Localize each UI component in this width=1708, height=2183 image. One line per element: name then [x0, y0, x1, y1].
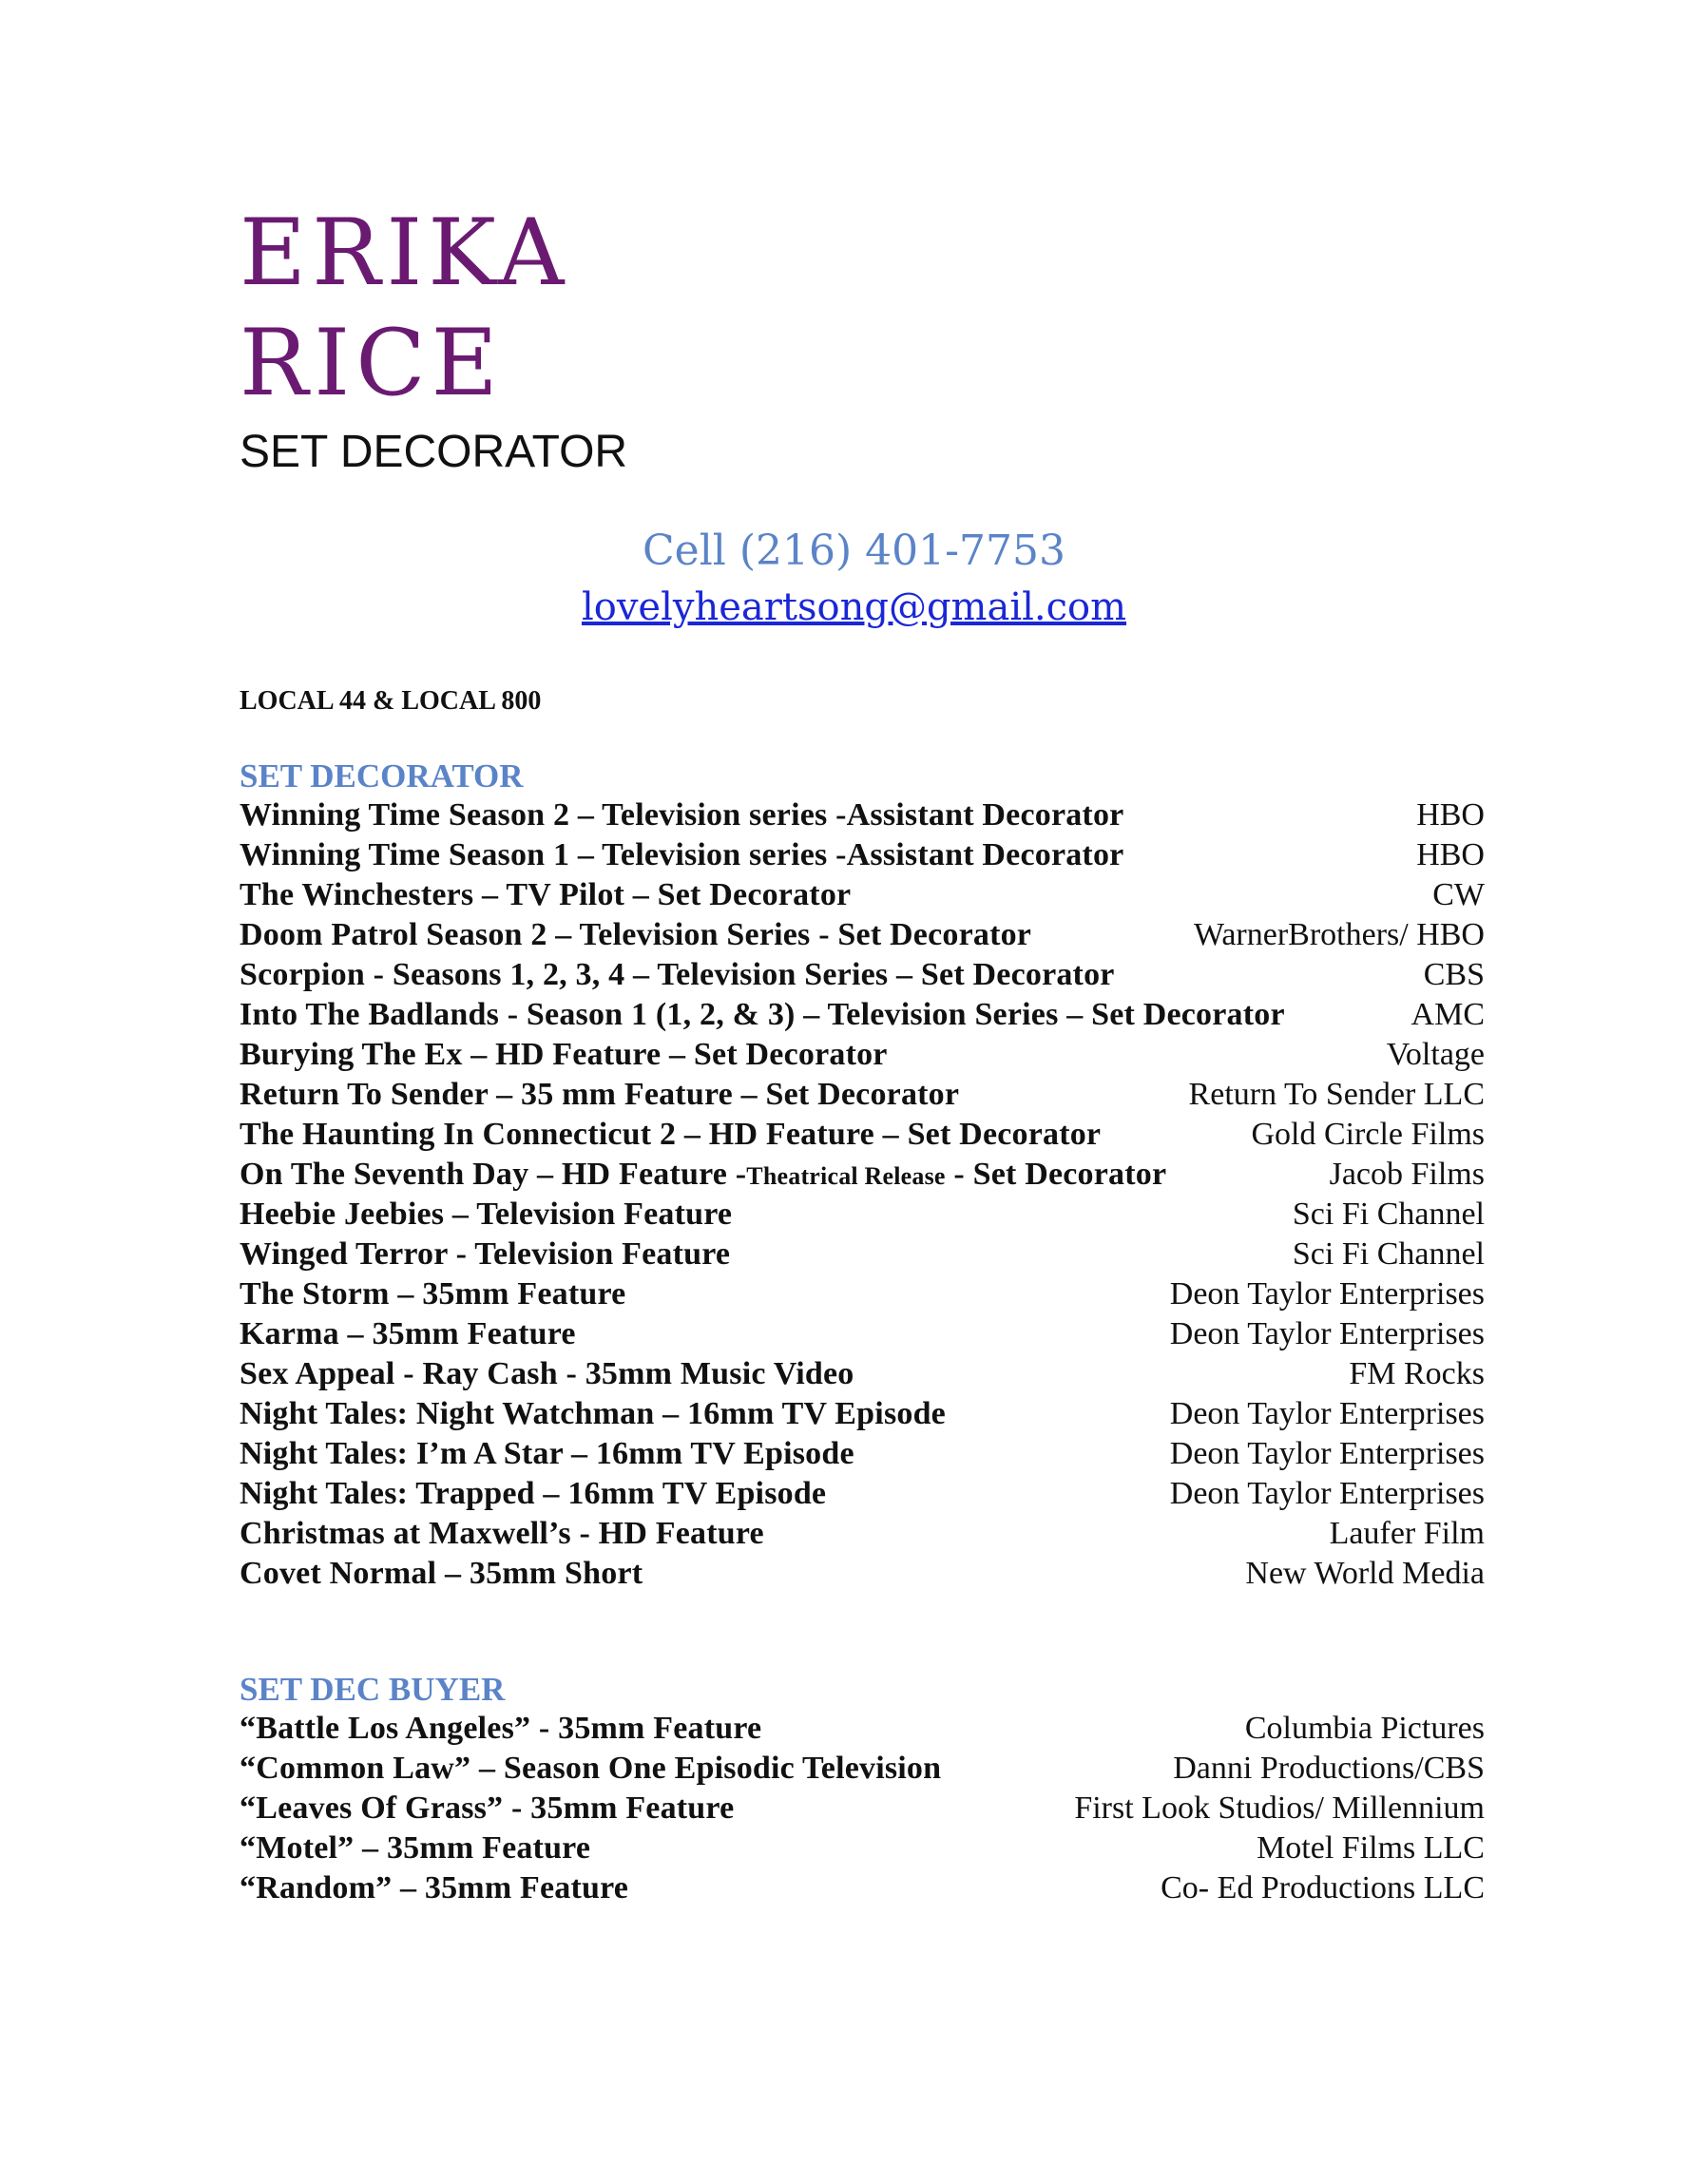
credit-row: [240, 915, 1485, 955]
credit-title: [240, 1354, 854, 1394]
credit-title: [240, 1749, 941, 1789]
credit-company: WarnerBrothers/ HBO: [1193, 917, 1485, 952]
credit-row: [240, 835, 1485, 875]
job-title: SET DECORATOR: [240, 427, 628, 477]
credit-row: [240, 1115, 1485, 1155]
credit-title-text: “Leaves Of Grass” - 35mm Feature: [240, 1790, 735, 1826]
credit-title: [240, 1314, 576, 1354]
credit-title: [240, 995, 1285, 1035]
credit-row: [240, 1274, 1485, 1314]
credit-title: [240, 1868, 628, 1908]
set-dec-buyer-section: [240, 1671, 1485, 1908]
credit-title-text: Scorpion - Seasons 1, 2, 3, 4 – Television Series – Set Decorator: [240, 957, 1115, 992]
credit-company: Jacob Films: [1329, 1157, 1485, 1192]
credit-company: Gold Circle Films: [1251, 1117, 1485, 1152]
credit-title: [240, 1115, 1101, 1155]
credit-title-text: Sex Appeal - Ray Cash - 35mm Music Video: [240, 1356, 854, 1391]
credit-title: [240, 1789, 734, 1829]
credit-row: [240, 795, 1485, 835]
credit-company: CBS: [1423, 957, 1485, 992]
credit-row: [240, 1195, 1485, 1235]
credit-title-text: Return To Sender – 35 mm Feature – Set Decorator: [240, 1077, 960, 1112]
credit-company: Deon Taylor Enterprises: [1169, 1436, 1485, 1471]
credit-title-text: Burying The Ex – HD Feature – Set Decorator: [240, 1037, 888, 1072]
credit-title-text: Night Tales: Night Watchman – 16mm TV Episode: [240, 1396, 946, 1431]
credit-title-text: Doom Patrol Season 2 – Television Series - Set Decorator: [240, 917, 1032, 952]
credit-title-text: Into The Badlands - Season 1 (1, 2, & 3) – Television Series – Set Decorator: [240, 997, 1285, 1032]
credit-title-text: Winning Time Season 1 – Television series -Assistant Decorator: [240, 837, 1124, 872]
credit-title: [240, 1075, 959, 1115]
credit-title: [240, 1195, 732, 1235]
credit-title: [240, 1474, 826, 1514]
credit-title-text: Winged Terror - Television Feature: [240, 1236, 731, 1272]
credit-company: Voltage: [1386, 1037, 1485, 1072]
credit-company: HBO: [1416, 797, 1485, 833]
credit-company: Sci Fi Channel: [1292, 1197, 1485, 1232]
credit-title-text: “Motel” – 35mm Feature: [240, 1830, 591, 1866]
last-name: RICE: [240, 310, 504, 416]
credit-title-text: Karma – 35mm Feature: [240, 1316, 576, 1351]
credit-company: New World Media: [1245, 1556, 1485, 1591]
credit-title: [240, 1155, 1166, 1197]
first-name: ERIKA: [240, 200, 570, 306]
set-decorator-section: [240, 757, 1485, 1594]
credit-title-text: Night Tales: Trapped – 16mm TV Episode: [240, 1476, 827, 1511]
credit-company: HBO: [1416, 837, 1485, 872]
credit-release-note: Theatrical Release: [746, 1162, 946, 1190]
credit-row: [240, 1354, 1485, 1394]
credit-company: Deon Taylor Enterprises: [1169, 1396, 1485, 1431]
credit-title-text: Heebie Jeebies – Television Feature: [240, 1197, 733, 1232]
credit-title: [240, 1394, 946, 1434]
credit-row: [240, 1235, 1485, 1274]
credit-company: Deon Taylor Enterprises: [1169, 1476, 1485, 1511]
credit-title: [240, 1829, 590, 1868]
credit-title: [240, 1274, 625, 1314]
credit-row: [240, 1868, 1485, 1908]
credit-company: First Look Studios/ Millennium: [1074, 1790, 1485, 1826]
credit-title: [240, 875, 851, 915]
credit-company: FM Rocks: [1349, 1356, 1485, 1391]
credit-title: [240, 1434, 854, 1474]
credit-row: [240, 955, 1485, 995]
credit-row: [240, 1314, 1485, 1354]
credit-company: Motel Films LLC: [1257, 1830, 1485, 1866]
credit-title-text: The Winchesters – TV Pilot – Set Decorator: [240, 877, 852, 912]
credit-title: [240, 1554, 643, 1594]
credit-row: [240, 1075, 1485, 1115]
credit-title: [240, 955, 1115, 995]
credit-row: [240, 1155, 1485, 1195]
credit-company: Deon Taylor Enterprises: [1169, 1316, 1485, 1351]
credit-row: [240, 1394, 1485, 1434]
credit-title: [240, 1235, 730, 1274]
credit-role: - Set Decorator: [945, 1157, 1167, 1192]
credit-title-text: “Battle Los Angeles” - 35mm Feature: [240, 1711, 762, 1746]
credit-row: [240, 1434, 1485, 1474]
credit-row: [240, 1709, 1485, 1749]
credit-company: Sci Fi Channel: [1292, 1236, 1485, 1272]
credit-row: [240, 1514, 1485, 1554]
credit-title-text: Winning Time Season 2 – Television series -Assistant Decorator: [240, 797, 1124, 833]
section-heading: SET DEC BUYER: [240, 1671, 506, 1708]
credit-title-text: The Haunting In Connecticut 2 – HD Feature – Set Decorator: [240, 1117, 1102, 1152]
section-heading: SET DECORATOR: [240, 757, 524, 795]
credit-row: [240, 1554, 1485, 1594]
credit-row: [240, 1749, 1485, 1789]
credit-row: [240, 1035, 1485, 1075]
credit-title: [240, 795, 1123, 835]
credit-title-text: Covet Normal – 35mm Short: [240, 1556, 643, 1591]
credit-company: Co- Ed Productions LLC: [1161, 1870, 1485, 1905]
credit-list: [240, 795, 1485, 1594]
credit-company: Columbia Pictures: [1244, 1711, 1485, 1746]
credit-title: [240, 915, 1031, 955]
credit-company: Laufer Film: [1329, 1516, 1485, 1551]
credit-row: [240, 1474, 1485, 1514]
credit-title: [240, 835, 1123, 875]
credit-row: [240, 1829, 1485, 1868]
credit-title: [240, 1514, 764, 1554]
credit-row: [240, 995, 1485, 1035]
credit-row: [240, 875, 1485, 915]
union-affiliation: LOCAL 44 & LOCAL 800: [240, 686, 542, 716]
credit-title-text: Night Tales: I’m A Star – 16mm TV Episode: [240, 1436, 854, 1471]
credit-title-text: The Storm – 35mm Feature: [240, 1276, 626, 1312]
credit-title-text: Christmas at Maxwell’s - HD Feature: [240, 1516, 764, 1551]
credit-row: [240, 1789, 1485, 1829]
credit-title: [240, 1709, 761, 1749]
credit-title: [240, 1035, 888, 1075]
credit-company: Danni Productions/CBS: [1173, 1751, 1485, 1786]
credit-company: Deon Taylor Enterprises: [1169, 1276, 1485, 1312]
credit-title-text: On The Seventh Day – HD Feature -: [240, 1157, 747, 1192]
credit-list: [240, 1709, 1485, 1908]
credit-company: CW: [1432, 877, 1485, 912]
email-link[interactable]: lovelyheartsong@gmail.com: [581, 585, 1127, 629]
credit-title-text: “Random” – 35mm Feature: [240, 1870, 629, 1905]
cell-phone: Cell (216) 401-7753: [643, 527, 1065, 575]
credit-company: Return To Sender LLC: [1188, 1077, 1485, 1112]
credit-company: AMC: [1411, 997, 1485, 1032]
credit-title-text: “Common Law” – Season One Episodic Television: [240, 1751, 942, 1786]
